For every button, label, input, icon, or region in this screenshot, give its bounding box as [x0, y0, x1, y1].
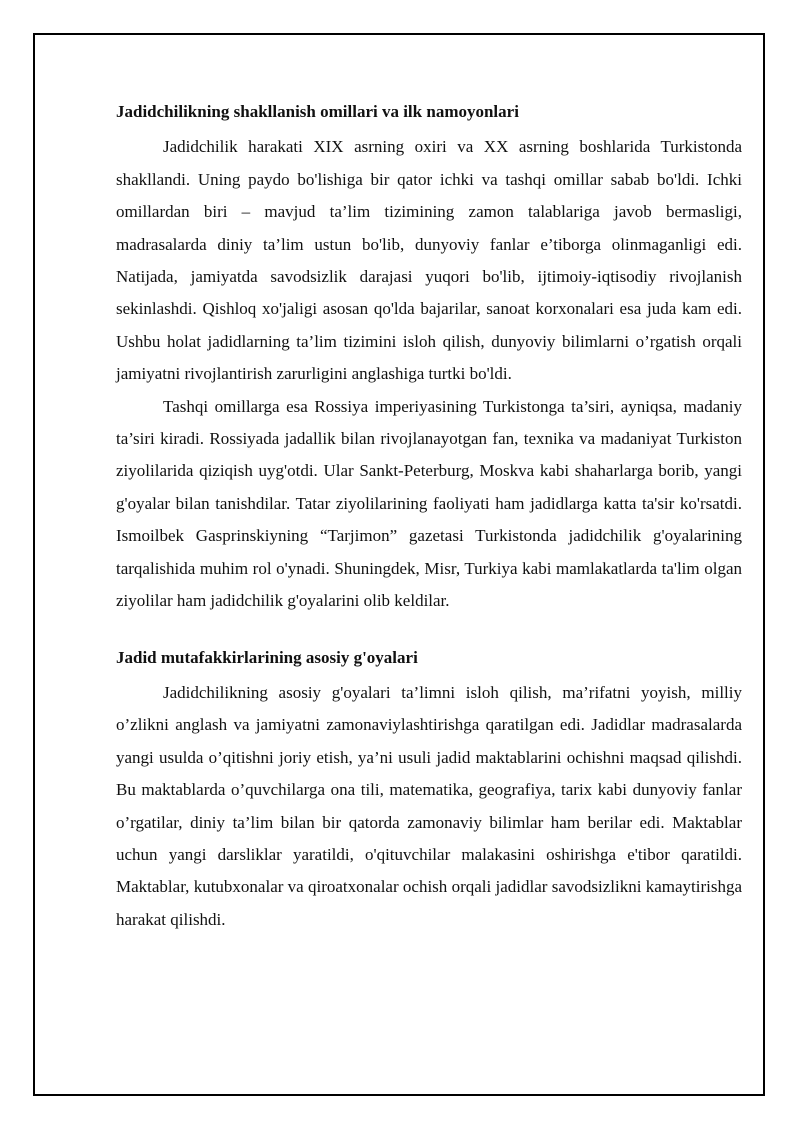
section-heading-2: Jadid mutafakkirlarining asosiy g'oyalari	[116, 647, 418, 667]
paragraph-2: Tashqi omillarga esa Rossiya imperiyasining Turkistonga ta’siri, ayniqsa, madaniy ta’siri kiradi. Rossiyada jadallik bilan rivojlanayotgan fan, texnika va madaniyat Turkiston ziyolilarida qiziqish uyg'otdi. Ular Sankt-Peterburg, Moskva kabi shaharlarga borib, yangi g'oyalar bilan tanishdilar. Tatar ziyolilarining faoliyati ham jadidlarga katta ta'sir ko'rsatdi. Ismoilbek Gasprinskiyning “Tarjimon” gazetasi Turkistonda jadidchilik g'oyalarining tarqalishida muhim rol o'ynadi. Shuningdek, Misr, Turkiya kabi mamlakatlarda ta'lim olgan ziyolilar ham jadidchilik g'oyalarini olib keldilar.	[116, 396, 742, 611]
paragraph-3: Jadidchilikning asosiy g'oyalari ta’limni isloh qilish, ma’rifatni yoyish, milliy o’zlikni anglash va jamiyatni zamonaviylashtirishga qaratilgan edi. Jadidlar madrasalarda yangi usulda o’qitishni joriy etish, ya’ni usuli jadid maktablarini ochishni maqsad qilishdi. Bu maktablarda o’quvchilarga ona tili, matematika, geografiya, tarix kabi dunyoviy fanlar o’rgatilar, diniy ta’lim bilan bir qatorda zamonaviy bilimlar ham berilar edi. Maktablar uchun yangi darsliklar yaratildi, o'qituvchilar malakasini oshirishga e'tibor qaratildi. Maktablar, kutubxonalar va qiroatxonalar ochish orqali jadidlar savodsizlikni kamaytirishga harakat qilishdi.	[116, 682, 742, 929]
paragraph-1: Jadidchilik harakati XIX asrning oxiri va XX asrning boshlarida Turkistonda shakllandi. Uning paydo bo'lishiga bir qator ichki va tashqi omillar sabab bo'ldi. Ichki omillardan biri – mavjud ta’lim tizimining zamon talablariga javob bermasligi, madrasalarda diniy ta’lim ustun bo'lib, dunyoviy fanlar e’tiborga olinmaganligi edi. Natijada, jamiyatda savodsizlik darajasi yuqori bo'lib, ijtimoiy-iqtisodiy rivojlanish sekinlashdi. Qishloq xo'jaligi asosan qo'lda bajarilar, sanoat korxonalari esa juda kam edi. Ushbu holat jadidlarning ta’lim tizimini isloh qilish, dunyoviy bilimlarni o’rgatish orqali jamiyatni rivojlantirish zarurligini anglashiga turtki bo'ldi.	[116, 137, 742, 384]
section-heading-1: Jadidchilikning shakllanish omillari va ilk namoyonlari	[116, 102, 519, 121]
document-body	[116, 96, 742, 936]
